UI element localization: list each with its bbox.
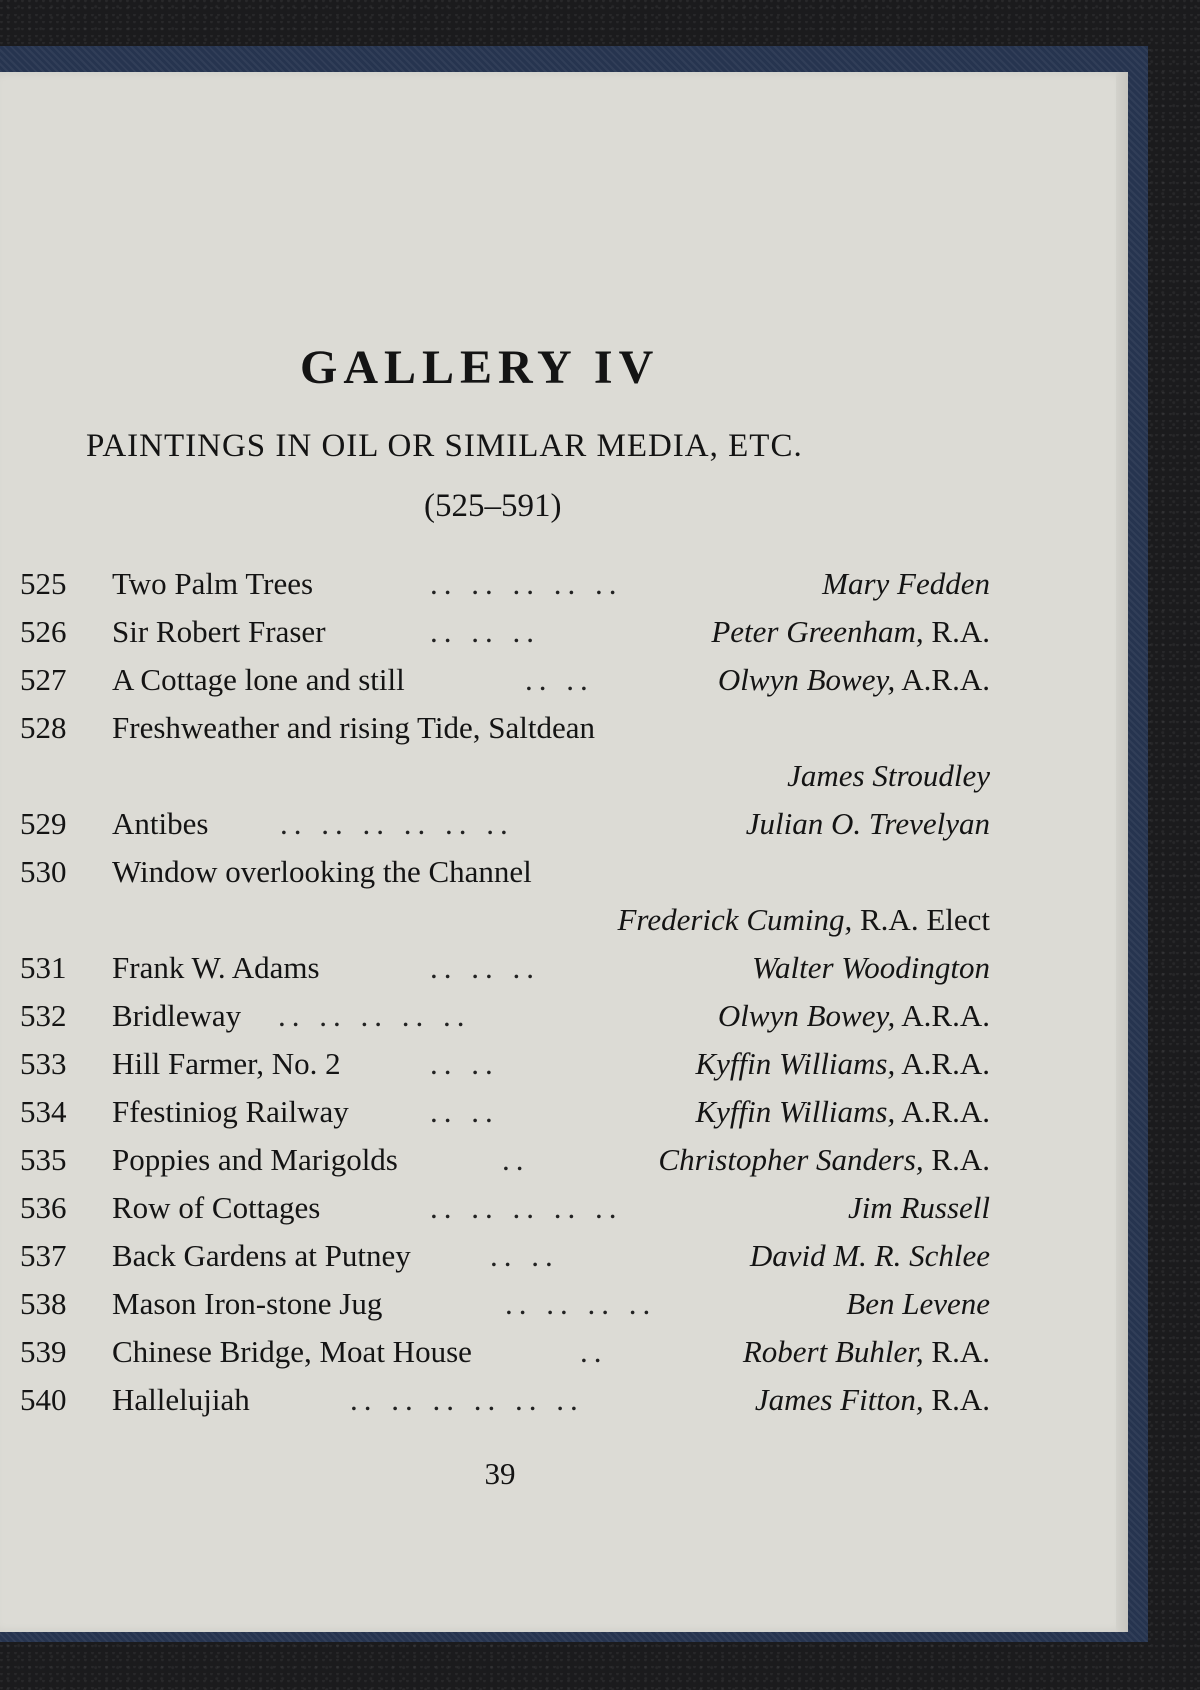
artist-name: Julian O. Trevelyan <box>745 806 990 841</box>
catalogue-entry <box>20 662 990 708</box>
entry-number: 531 <box>20 950 67 985</box>
artist-name: Olwyn Bowey, <box>717 662 896 697</box>
artist-honour: A.R.A. <box>901 998 990 1033</box>
entry-artist <box>695 1046 990 1082</box>
entry-artist-continuation <box>20 758 990 804</box>
entry-number: 537 <box>20 1238 67 1273</box>
entry-title: Back Gardens at Putney <box>112 1238 411 1273</box>
entry-title: Bridleway <box>112 998 242 1033</box>
dot-leaders: .. .. .. .. .. <box>278 998 471 1033</box>
entry-artist <box>755 1382 990 1418</box>
catalogue-entry <box>20 1382 990 1428</box>
artist-name: James Stroudley <box>787 758 990 793</box>
section-subtitle: PAINTINGS IN OIL OR SIMILAR MEDIA, ETC. <box>86 428 803 464</box>
catalogue-entry <box>20 854 990 900</box>
catalogue-entry <box>20 950 990 996</box>
dot-leaders: .. .. .. .. .. <box>430 566 623 601</box>
artist-name: Christopher Sanders, <box>658 1142 924 1177</box>
entry-title: Hallelujiah <box>112 1382 250 1417</box>
catalogue-entry <box>20 710 990 756</box>
entry-title: Window overlooking the Channel <box>112 854 532 889</box>
artist-name: Ben Levene <box>846 1286 990 1321</box>
artist-name: Kyffin Williams, <box>695 1046 896 1081</box>
catalogue-range: (525–591) <box>424 488 562 524</box>
entry-artist <box>846 1286 990 1322</box>
catalogue-entry <box>20 998 990 1044</box>
artist-honour: A.R.A. <box>901 1046 990 1081</box>
entry-artist <box>743 1334 990 1370</box>
artist-name: Peter Greenham, <box>711 614 924 649</box>
entry-title: Two Palm Trees <box>112 566 314 601</box>
entry-number: 535 <box>20 1142 67 1177</box>
entry-artist <box>746 806 990 842</box>
catalogue-entry <box>20 566 990 612</box>
entry-title: Chinese Bridge, Moat House <box>112 1334 472 1369</box>
entry-number: 530 <box>20 854 67 889</box>
catalogue-entry <box>20 1142 990 1188</box>
dot-leaders: .. .. .. .. .. .. <box>280 806 514 841</box>
catalogue-entry <box>20 1334 990 1380</box>
artist-honour: R.A. <box>931 1142 990 1177</box>
entry-number: 539 <box>20 1334 67 1369</box>
artist-name: James Fitton, <box>754 1382 924 1417</box>
entry-artist <box>718 998 990 1034</box>
entry-number: 529 <box>20 806 67 841</box>
entry-title: Freshweather and rising Tide, Saltdean <box>112 710 596 745</box>
catalogue-entry <box>20 1046 990 1092</box>
entry-artist <box>848 1190 990 1226</box>
entry-number: 536 <box>20 1190 67 1225</box>
catalogue-entry <box>20 1286 990 1332</box>
dot-leaders: .. <box>502 1142 530 1177</box>
catalogue-entry <box>20 1190 990 1236</box>
dot-leaders: .. .. .. .. <box>505 1286 657 1321</box>
entry-artist <box>752 950 990 986</box>
entry-title: Mason Iron-stone Jug <box>112 1286 383 1321</box>
entry-title: Antibes <box>112 806 209 841</box>
dot-leaders: .. .. .. <box>430 950 540 985</box>
catalogue-entry <box>20 806 990 852</box>
entry-artist <box>750 1238 990 1274</box>
entry-title: Sir Robert Fraser <box>112 614 326 649</box>
entry-number: 528 <box>20 710 67 745</box>
entry-title: Ffestiniog Railway <box>112 1094 349 1129</box>
dot-leaders: .. .. <box>490 1238 559 1273</box>
entry-number: 526 <box>20 614 67 649</box>
catalogue-entry <box>20 1094 990 1140</box>
artist-honour: A.R.A. <box>901 662 990 697</box>
entry-artist <box>695 1094 990 1130</box>
dot-leaders: .. .. .. .. .. <box>430 1190 623 1225</box>
entry-artist <box>658 1142 990 1178</box>
artist-name: Olwyn Bowey, <box>717 998 896 1033</box>
dot-leaders: .. .. .. <box>430 614 540 649</box>
artist-name: Kyffin Williams, <box>695 1094 896 1129</box>
artist-name: David M. R. Schlee <box>749 1238 990 1273</box>
entry-title: Hill Farmer, No. 2 <box>112 1046 341 1081</box>
dot-leaders: .. .. <box>430 1046 499 1081</box>
entry-number: 540 <box>20 1382 67 1417</box>
dot-leaders: .. .. <box>430 1094 499 1129</box>
dot-leaders: .. .. <box>525 662 594 697</box>
artist-honour: A.R.A. <box>901 1094 990 1129</box>
entry-number: 538 <box>20 1286 67 1321</box>
artist-honour: R.A. <box>931 1382 990 1417</box>
entry-number: 525 <box>20 566 67 601</box>
entry-number: 527 <box>20 662 67 697</box>
gallery-heading: GALLERY IV <box>300 341 660 394</box>
artist-honour: R.A. <box>931 1334 990 1369</box>
page-number: 39 <box>484 1456 516 1491</box>
artist-honour: R.A. Elect <box>860 902 990 937</box>
entry-artist <box>822 566 990 602</box>
dot-leaders: .. .. .. .. .. .. <box>350 1382 584 1417</box>
entry-artist-continuation <box>20 902 990 948</box>
artist-name: Frederick Cuming, <box>617 902 853 937</box>
artist-name: Jim Russell <box>847 1190 990 1225</box>
entry-title: Frank W. Adams <box>112 950 320 985</box>
artist-honour: R.A. <box>931 614 990 649</box>
entry-title: A Cottage lone and still <box>112 662 405 697</box>
entry-number: 534 <box>20 1094 67 1129</box>
artist-name: Walter Woodington <box>752 950 990 985</box>
catalogue-entry <box>20 1238 990 1284</box>
entry-number: 532 <box>20 998 67 1033</box>
catalogue-entry <box>20 614 990 660</box>
artist-name: Robert Buhler, <box>742 1334 924 1369</box>
entry-artist <box>718 662 990 698</box>
dot-leaders: .. <box>580 1334 608 1369</box>
entry-title: Row of Cottages <box>112 1190 321 1225</box>
entry-title: Poppies and Marigolds <box>112 1142 398 1177</box>
artist-name: Mary Fedden <box>822 566 990 601</box>
page-edge <box>1116 72 1128 1632</box>
entry-artist <box>711 614 990 650</box>
entry-number: 533 <box>20 1046 67 1081</box>
